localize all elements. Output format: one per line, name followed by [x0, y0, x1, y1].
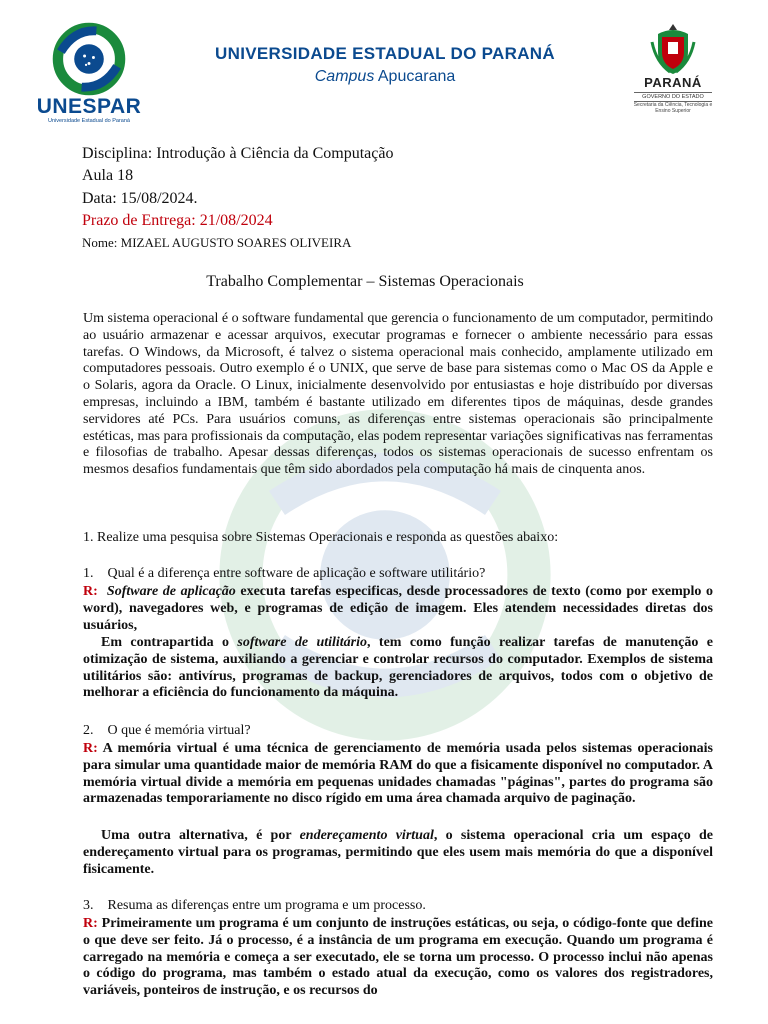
question-2 — [83, 723, 251, 739]
answer-3-part-1 — [83, 916, 713, 1000]
answer-text: Uma outra alternativa, é por — [101, 828, 300, 843]
question-number: 3. — [83, 898, 94, 913]
answer-1-part-2 — [83, 635, 713, 702]
answer-text: A memória virtual é uma técnica de gerenciamento de memória usada pelos sistemas operacionais para simular uma quantidade maior de memória RAM do que a fisicamente disponível no computador. A memória virtual divide a memória em pequenas unidades chamadas "páginas", partes do programa são armazenadas temporariamente no disco rígido em uma área chamada arquivo de paginação. — [83, 741, 713, 807]
date-line: Data: 15/08/2024. — [82, 190, 198, 207]
intro-paragraph: Um sistema operacional é o software fundamental que gerencia o funcionamento de um computador, permitindo ao usuário armazenar e acessar arquivos, executar programas e fornecer o ambiente necessário para essas tarefas. O Windows, da Microsoft, é talvez o sistema operacional mais conhecido, amplamente utilizado em computadores pessoais. Outro exemplo é o UNIX, que serve de base para sistemas como o Mac OS da Apple e o Solaris, agora da Oracle. O Linux, inicialmente desenvolvido por entusiastas e hoje distribuído por diversas empresas, incluindo a IBM, também é bastante utilizado em diferentes tipos de máquinas, desde grandes servidores até PCs. Para usuários comuns, as diferenças entre sistemas operacionais são principalmente estéticas, mas para profissionais da computação, elas podem representar variações significativas nas ferramentas e filosofias de trabalho. Apesar dessas diferenças, todos os sistemas operacionais de sucesso enfrentam os mesmos desafios fundamentais que têm sido abordados pela computação há mais de cinquenta anos. — [83, 311, 713, 478]
answer-text: Primeiramente um programa é um conjunto de instruções estáticas, ou seja, o código-fonte que define o que deve ser feito. Já o processo, é a instância de um programa em execução. Quando um programa é carregado na memória e começa a ser executado, ele se torna um processo. O processo inclui não apenas o código do programa, mas também o estado atual da execução, como os valores dos registradores, variáveis, ponteiros de instrução, e os recursos do — [83, 916, 713, 999]
answer-emphasis: endereçamento virtual — [299, 828, 434, 843]
parana-logo — [628, 22, 718, 122]
question-text: Resuma as diferenças entre um programa e um processo. — [107, 898, 426, 913]
question-text: Qual é a diferença entre software de aplicação e software utilitário? — [107, 566, 486, 581]
answer-1-part-1 — [83, 584, 713, 634]
university-name: UNIVERSIDADE ESTADUAL DO PARANÁ — [215, 44, 555, 63]
answer-label: R: — [83, 916, 98, 931]
question-text: O que é memória virtual? — [107, 723, 251, 738]
question-number: 1. — [83, 566, 94, 581]
question-3 — [83, 898, 426, 914]
answer-text: , o sistema operacional cria um espaço de endereçamento virtual para os programas, permitindo que eles usem mais memória do que a disponível fisicamente. — [83, 828, 713, 877]
secretariat-label: Secretaria da Ciência, Tecnologia e Ensino Superior — [633, 102, 713, 114]
state-name: PARANÁ — [644, 75, 702, 90]
campus-name — [140, 68, 630, 86]
unespar-logo-icon — [52, 22, 126, 96]
document-header — [0, 0, 768, 130]
government-label: GOVERNO DO ESTADO — [634, 92, 712, 102]
student-name-line: Nome: MIZAEL AUGUSTO SOARES OLIVEIRA — [82, 235, 352, 250]
unespar-logo — [30, 22, 148, 122]
lesson-line: Aula 18 — [82, 167, 134, 184]
parana-crest-icon — [648, 22, 698, 76]
answer-2-part-1 — [83, 741, 713, 808]
campus-city: Apucarana — [374, 68, 456, 85]
document-title: Trabalho Complementar – Sistemas Operacionais — [206, 273, 524, 290]
question-number: 2. — [83, 723, 94, 738]
discipline-line: Disciplina: Introdução à Ciência da Computação — [82, 145, 394, 162]
answer-label: R: — [83, 741, 98, 756]
question-1 — [83, 566, 485, 582]
answer-2-part-2 — [83, 828, 713, 878]
campus-label: Campus — [314, 68, 375, 85]
answer-label: R: — [83, 584, 98, 599]
unespar-wordmark: UNESPAR — [36, 95, 142, 118]
deadline-line: Prazo de Entrega: 21/08/2024 — [82, 212, 273, 229]
answer-emphasis: software de utilitário — [237, 635, 368, 650]
unespar-subtitle: Universidade Estadual do Paraná — [48, 118, 130, 124]
answer-emphasis: Software de aplicação — [106, 584, 236, 599]
answer-text: executa tarefas especificas, desde processadores de texto (como por exemplo o word), navegadores web, e programas de edição de imagem. Eles atendem necessidades diretas dos usuários, — [83, 584, 713, 633]
instruction-line: 1. Realize uma pesquisa sobre Sistemas Operacionais e responda as questões abaixo: — [83, 530, 559, 545]
answer-text: , tem como função realizar tarefas de manutenção e otimização de sistema, auxiliando a gerenciar e controlar recursos do computador. Exemplos de sistema utilitários são: antivírus, programas de backup, gerenciadores de arquivos, todos com o objetivo de melhorar a eficiência do funcionamento da máquina. — [83, 635, 713, 701]
answer-text: Em contrapartida o — [101, 635, 238, 650]
